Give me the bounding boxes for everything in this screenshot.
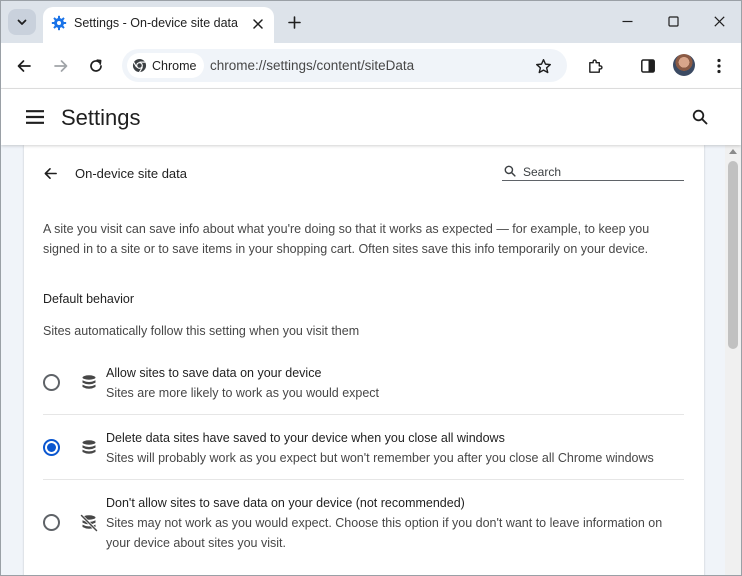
- option-description: Sites may not work as you would expect. Choose this option if you don't want to leave information on your device about sites you visit.: [106, 516, 663, 550]
- arrow-right-icon: [53, 58, 69, 74]
- window-close-button[interactable]: [699, 7, 739, 35]
- search-input[interactable]: [523, 163, 681, 180]
- minimize-icon: [622, 16, 633, 27]
- arrow-left-icon: [43, 166, 58, 181]
- database-icon: [80, 439, 98, 457]
- scroll-up-arrow-icon[interactable]: [729, 149, 737, 154]
- default-behavior-subtitle: Sites automatically follow this setting when you visit them: [43, 324, 360, 338]
- database-off-icon: [80, 514, 98, 532]
- minimize-button[interactable]: [607, 7, 647, 35]
- subpage-back-button[interactable]: [39, 162, 61, 184]
- active-tab[interactable]: [43, 7, 274, 43]
- back-button[interactable]: [10, 52, 38, 80]
- extensions-button[interactable]: [581, 52, 609, 80]
- tab-close-button[interactable]: [248, 14, 268, 34]
- page-title: Settings: [61, 105, 141, 130]
- profile-avatar[interactable]: [673, 54, 695, 76]
- database-icon: [80, 374, 98, 392]
- url-text[interactable]: chrome://settings/content/siteData: [210, 58, 415, 73]
- side-panel-button[interactable]: [634, 52, 662, 80]
- option-label: Allow sites to save data on your device: [106, 366, 322, 380]
- settings-header: [1, 89, 741, 145]
- radio-allow[interactable]: [43, 374, 60, 391]
- option-allow[interactable]: [43, 350, 684, 415]
- search-icon: [692, 109, 708, 125]
- forward-button[interactable]: [47, 52, 75, 80]
- radio-block[interactable]: [43, 514, 60, 531]
- default-behavior-heading: Default behavior: [43, 292, 135, 306]
- close-icon: [714, 16, 725, 27]
- option-label: Don't allow sites to save data on your device (not recommended): [106, 496, 465, 510]
- chrome-logo-icon: [132, 58, 147, 73]
- address-bar[interactable]: [122, 49, 567, 82]
- tab-strip: [1, 1, 741, 43]
- option-description: Sites will probably work as you expect but won't remember you after you close all Chrome windows: [106, 451, 654, 465]
- settings-gear-icon: [51, 15, 67, 31]
- close-icon: [253, 19, 263, 29]
- settings-card: [24, 145, 704, 576]
- settings-search-button[interactable]: [688, 105, 712, 129]
- puzzle-icon: [587, 58, 604, 75]
- maximize-icon: [668, 16, 679, 27]
- page-scrollbar[interactable]: [725, 145, 741, 576]
- maximize-button[interactable]: [653, 7, 693, 35]
- more-vert-icon: [717, 58, 721, 74]
- hamburger-menu-icon: [26, 110, 44, 124]
- option-delete-on-close[interactable]: [43, 415, 684, 480]
- toolbar: [1, 43, 741, 89]
- reload-icon: [88, 58, 104, 74]
- option-block[interactable]: [43, 480, 684, 560]
- site-chip-label: Chrome: [152, 58, 197, 73]
- search-icon: [504, 165, 516, 177]
- chevron-down-icon: [16, 16, 28, 28]
- page-description: A site you visit can save info about what you're doing so that it works as expected — for example, to keep you signed in to a site or to save items in your shopping cart. Often sites save this info temporarily on your device.: [43, 222, 650, 256]
- site-info-chip[interactable]: [127, 53, 204, 78]
- settings-menu-button[interactable]: [23, 105, 47, 129]
- tab-title: Settings - On-device site data: [74, 16, 238, 30]
- scrollbar-thumb[interactable]: [728, 161, 738, 349]
- bookmark-star-button[interactable]: [531, 54, 555, 78]
- star-icon: [535, 58, 552, 75]
- subpage-title: On-device site data: [75, 166, 188, 181]
- radio-delete-on-close[interactable]: [43, 439, 60, 456]
- option-description: Sites are more likely to work as you would expect: [106, 386, 380, 400]
- tab-search-button[interactable]: [8, 9, 36, 35]
- side-panel-icon: [640, 58, 656, 74]
- subpage-search[interactable]: [502, 163, 684, 181]
- arrow-left-icon: [16, 58, 32, 74]
- reload-button[interactable]: [82, 52, 110, 80]
- plus-icon: [288, 16, 301, 29]
- new-tab-button[interactable]: [282, 10, 306, 34]
- option-label: Delete data sites have saved to your device when you close all windows: [106, 431, 505, 445]
- menu-button[interactable]: [705, 52, 733, 80]
